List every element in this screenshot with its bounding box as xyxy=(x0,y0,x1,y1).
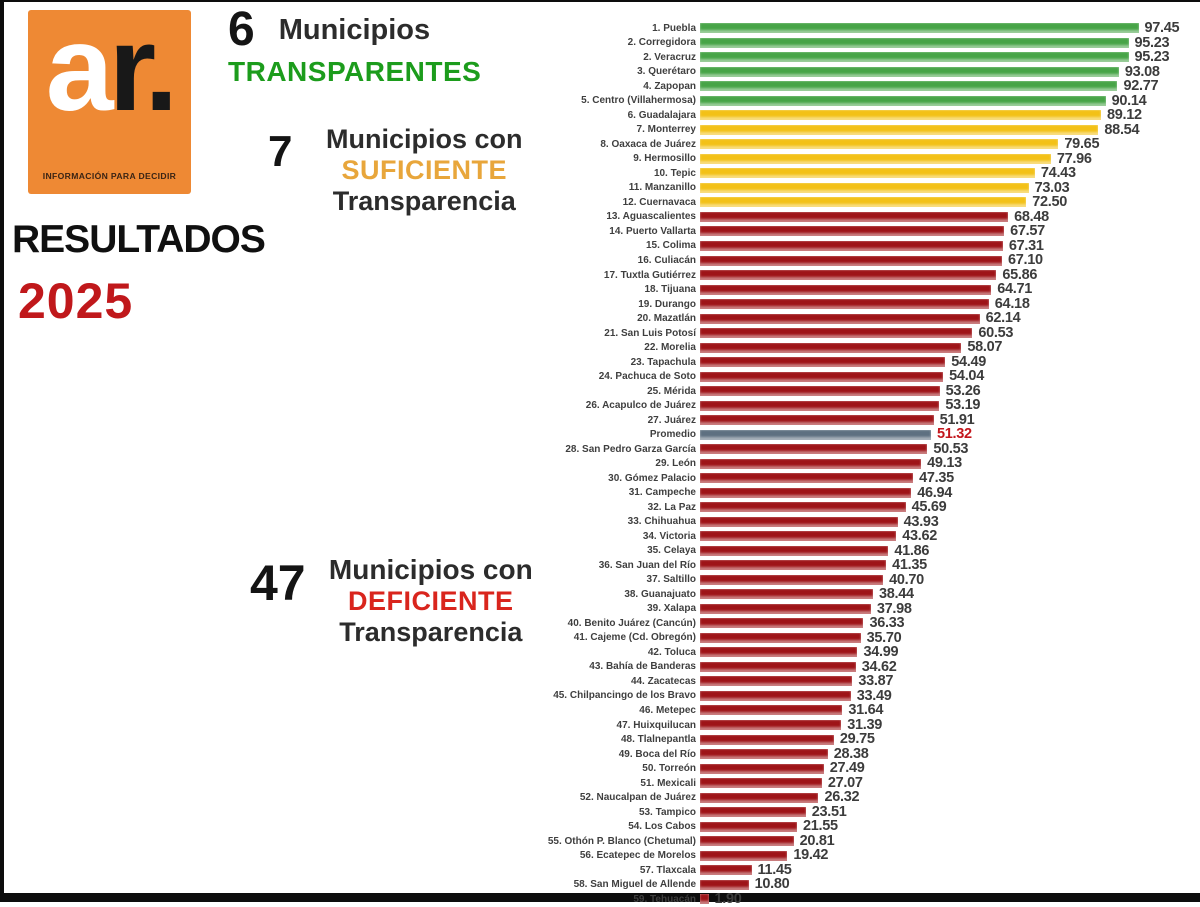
chart-row xyxy=(380,137,1196,152)
bar xyxy=(700,662,856,672)
bar xyxy=(700,357,945,367)
chart-row xyxy=(380,297,1196,312)
row-label: 16. Culiacán xyxy=(637,255,696,266)
chart-row xyxy=(380,660,1196,675)
chart-row xyxy=(380,398,1196,413)
value-label: 50.53 xyxy=(933,440,969,457)
value-label: 40.70 xyxy=(889,571,924,588)
bar xyxy=(700,517,898,527)
value-label: 46.94 xyxy=(917,484,953,501)
value-label: 27.49 xyxy=(829,760,865,777)
chart-row xyxy=(380,456,1196,471)
results-year: 2025 xyxy=(18,273,134,329)
suficiente-line1: Municipios con xyxy=(325,124,523,154)
bar xyxy=(700,299,989,309)
row-label: 58. San Miguel de Allende xyxy=(573,879,696,891)
chart-row xyxy=(380,268,1196,283)
value-label: 26.32 xyxy=(824,789,860,806)
value-label: 89.12 xyxy=(1107,107,1142,124)
chart-row xyxy=(380,718,1196,733)
value-label: 53.19 xyxy=(945,397,981,414)
value-label: 31.64 xyxy=(848,702,884,719)
chart-row xyxy=(380,442,1196,457)
bar xyxy=(700,256,1002,266)
row-label: 26. Acapulco de Juárez xyxy=(585,400,696,412)
row-label: 35. Celaya xyxy=(647,545,696,557)
bar xyxy=(700,647,857,657)
bar xyxy=(700,676,852,686)
chart-row xyxy=(380,631,1196,646)
bar xyxy=(700,865,752,875)
chart-row xyxy=(380,413,1196,428)
value-label: 67.57 xyxy=(1010,223,1045,240)
row-label: 22. Morelia xyxy=(644,342,696,354)
deficiente-line1: Municipios con xyxy=(328,554,533,585)
row-label: 7. Monterrey xyxy=(636,124,696,136)
value-label: 51.32 xyxy=(936,426,972,443)
bar xyxy=(700,226,1004,236)
bar xyxy=(700,81,1117,91)
bar xyxy=(700,444,927,454)
bar xyxy=(700,618,863,628)
bar xyxy=(700,372,943,382)
chart-row xyxy=(380,500,1196,515)
results-title: RESULTADOS xyxy=(12,218,265,261)
chart-row xyxy=(380,877,1196,892)
value-label: 43.93 xyxy=(903,513,939,530)
chart-row xyxy=(380,340,1196,355)
value-label: 36.33 xyxy=(869,615,905,632)
row-label: 18. Tijuana xyxy=(644,284,696,296)
row-label: 23. Tapachula xyxy=(630,356,696,368)
bar xyxy=(700,880,749,890)
bar xyxy=(700,67,1119,77)
deficiente-count: 47 xyxy=(250,555,306,611)
bar xyxy=(700,807,806,817)
bar xyxy=(700,691,851,701)
value-label: 67.10 xyxy=(1007,252,1043,269)
chart-row xyxy=(380,224,1196,239)
value-label: 64.18 xyxy=(994,295,1030,312)
row-label: 45. Chilpancingo de los Bravo xyxy=(553,690,696,702)
chart-row xyxy=(380,152,1196,167)
bar xyxy=(700,764,824,774)
bar xyxy=(700,502,906,512)
value-label: 27.07 xyxy=(827,774,863,791)
bar xyxy=(700,705,842,715)
deficiente-line2: DEFICIENTE xyxy=(348,586,514,617)
row-label: 2. Corregidora xyxy=(627,37,696,49)
bar xyxy=(700,720,841,730)
row-label: 48. Tlalnepantla xyxy=(620,734,696,746)
row-label: 41. Cajeme (Cd. Obregón) xyxy=(573,632,696,644)
row-label: 47. Huixquilucan xyxy=(616,719,696,731)
row-label: 5. Centro (Villahermosa) xyxy=(581,95,696,107)
chart-row xyxy=(380,616,1196,631)
chart-row xyxy=(380,863,1196,878)
chart-row xyxy=(380,36,1196,51)
chart-row xyxy=(380,79,1196,94)
value-label: 53.26 xyxy=(945,382,981,399)
chart-row xyxy=(380,486,1196,501)
chart-row xyxy=(380,703,1196,718)
row-label: 52. Naucalpan de Juárez xyxy=(579,792,696,804)
row-label: 13. Aguascalientes xyxy=(606,211,696,223)
value-label: 11.45 xyxy=(757,861,792,878)
value-label: 93.08 xyxy=(1124,63,1160,80)
row-label: 3. Querétaro xyxy=(637,66,696,78)
row-label: 34. Victoria xyxy=(642,530,696,542)
chart-row xyxy=(380,732,1196,747)
bar xyxy=(700,401,939,411)
ar-logo-wordmark xyxy=(28,0,191,145)
bar xyxy=(700,822,797,832)
chart-row xyxy=(380,544,1196,559)
value-label: 47.35 xyxy=(919,469,954,486)
chart-row xyxy=(380,515,1196,530)
row-label: 43. Bahía de Banderas xyxy=(589,661,696,673)
chart-row xyxy=(380,65,1196,80)
transparentes-count: 6 xyxy=(228,3,255,56)
bar xyxy=(700,314,980,324)
value-label: 92.77 xyxy=(1123,78,1159,95)
bar xyxy=(700,735,834,745)
value-label: 19.42 xyxy=(793,847,829,864)
chart-row xyxy=(380,892,1196,907)
chart-row xyxy=(380,689,1196,704)
value-label: 34.62 xyxy=(861,658,897,675)
chart-row xyxy=(380,311,1196,326)
chart-row xyxy=(380,282,1196,297)
chart-row xyxy=(380,326,1196,341)
value-label: 28.38 xyxy=(833,745,869,762)
bar xyxy=(700,749,828,759)
value-label: 29.75 xyxy=(839,731,875,748)
value-label: 38.44 xyxy=(878,586,914,603)
bar xyxy=(700,110,1101,120)
row-label: 33. Chihuahua xyxy=(627,516,696,528)
row-label: 27. Juárez xyxy=(647,414,696,426)
row-label: 37. Saltillo xyxy=(646,574,696,586)
logo-letter-r: r. xyxy=(108,0,174,136)
row-label: 30. Gómez Palacio xyxy=(608,472,696,484)
chart-row xyxy=(380,239,1196,254)
bar xyxy=(700,386,940,396)
row-label: 57. Tlaxcala xyxy=(639,864,696,876)
chart-row xyxy=(380,195,1196,210)
chart-row xyxy=(380,761,1196,776)
value-label: 10.80 xyxy=(754,876,790,893)
row-label: 15. Colima xyxy=(645,240,696,252)
row-label: Promedio xyxy=(649,429,696,441)
bar xyxy=(700,459,921,469)
chart-row xyxy=(380,123,1196,138)
bar xyxy=(700,575,883,585)
row-label: 17. Tuxtla Gutiérrez xyxy=(603,269,696,281)
row-label: 50. Torreón xyxy=(642,763,696,775)
value-label: 74.43 xyxy=(1040,165,1076,182)
value-label: 34.99 xyxy=(863,644,899,661)
logo-letter-a: a xyxy=(45,0,109,136)
bar xyxy=(700,793,818,803)
value-label: 54.49 xyxy=(951,353,986,370)
chart-row xyxy=(380,790,1196,805)
row-label: 55. Othón P. Blanco (Chetumal) xyxy=(547,835,696,847)
value-label: 33.87 xyxy=(858,673,894,690)
chart-row xyxy=(380,848,1196,863)
chart-row xyxy=(380,602,1196,617)
row-label: 4. Zapopan xyxy=(643,80,696,92)
bar xyxy=(700,473,913,483)
bar xyxy=(700,430,931,440)
row-label: 28. San Pedro Garza García xyxy=(565,443,696,455)
value-label: 49.13 xyxy=(927,455,962,472)
bar xyxy=(700,270,996,280)
value-label: 41.35 xyxy=(892,557,927,574)
row-label: 9. Hermosillo xyxy=(633,153,696,165)
row-label: 42. Toluca xyxy=(647,646,696,658)
bar xyxy=(700,488,911,498)
value-label: 37.98 xyxy=(876,600,912,617)
chart-row xyxy=(380,529,1196,544)
frame-border-left xyxy=(0,0,4,902)
bar xyxy=(700,546,888,556)
bar xyxy=(700,531,896,541)
transparentes-line2: TRANSPARENTES xyxy=(228,56,482,87)
bar xyxy=(700,139,1058,149)
suficiente-line3: Transparencia xyxy=(332,186,516,217)
row-label: 10. Tepic xyxy=(653,167,696,179)
row-label: 25. Mérida xyxy=(647,385,696,397)
chart-row xyxy=(380,805,1196,820)
row-label: 2. Veracruz xyxy=(643,51,696,63)
value-label: 64.71 xyxy=(997,281,1032,298)
bar xyxy=(700,96,1106,106)
row-label: 36. San Juan del Río xyxy=(598,559,696,571)
suficiente-count: 7 xyxy=(268,127,293,176)
value-label: 41.86 xyxy=(894,542,930,559)
value-label: 88.54 xyxy=(1104,121,1140,138)
bar xyxy=(700,633,861,643)
bar xyxy=(700,168,1035,178)
chart-row xyxy=(380,355,1196,370)
value-label: 54.04 xyxy=(949,368,984,385)
row-label: 51. Mexicali xyxy=(640,777,696,789)
value-label: 79.65 xyxy=(1064,136,1100,153)
value-label: 95.23 xyxy=(1134,49,1170,66)
chart-row xyxy=(380,253,1196,268)
ar-logo xyxy=(28,0,191,194)
bar xyxy=(700,778,822,788)
bar xyxy=(700,197,1026,207)
chart-row xyxy=(380,181,1196,196)
row-label: 40. Benito Juárez (Cancún) xyxy=(567,617,696,629)
row-label: 20. Mazatlán xyxy=(637,313,696,325)
value-label: 72.50 xyxy=(1032,194,1068,211)
bar xyxy=(700,52,1129,62)
row-label: 38. Guanajuato xyxy=(624,588,696,600)
row-label: 8. Oaxaca de Juárez xyxy=(600,138,696,150)
chart-row xyxy=(380,210,1196,225)
chart-row xyxy=(380,776,1196,791)
row-label: 46. Metepec xyxy=(639,704,696,716)
bar xyxy=(700,836,794,846)
chart-row xyxy=(380,384,1196,399)
chart-row xyxy=(380,645,1196,660)
row-label: 39. Xalapa xyxy=(647,603,696,615)
value-label: 97.45 xyxy=(1144,20,1180,36)
value-label: 65.86 xyxy=(1002,266,1038,283)
value-label: 1.90 xyxy=(714,890,742,907)
row-label: 56. Ecatepec de Morelos xyxy=(579,850,696,862)
value-label: 68.48 xyxy=(1014,208,1049,225)
chart-row xyxy=(380,369,1196,384)
value-label: 73.03 xyxy=(1034,179,1070,196)
row-label: 11. Manzanillo xyxy=(628,182,696,194)
row-label: 53. Tampico xyxy=(638,806,696,818)
chart-row xyxy=(380,94,1196,109)
value-label: 51.91 xyxy=(939,411,975,428)
bar xyxy=(700,415,934,425)
bar xyxy=(700,851,787,861)
row-label: 19. Durango xyxy=(638,298,696,310)
chart-row xyxy=(380,558,1196,573)
bar xyxy=(700,343,961,353)
chart-row xyxy=(380,166,1196,181)
bar-chart xyxy=(380,21,1196,906)
bar xyxy=(700,894,709,904)
row-label: 12. Cuernavaca xyxy=(622,196,696,208)
row-label: 1. Puebla xyxy=(652,22,696,34)
row-label: 29. León xyxy=(655,458,696,470)
value-label: 45.69 xyxy=(911,499,947,516)
bar xyxy=(700,183,1029,193)
chart-row xyxy=(380,21,1196,36)
suficiente-line2: SUFICIENTE xyxy=(341,155,507,186)
bar xyxy=(700,328,972,338)
bar xyxy=(700,560,886,570)
chart-row xyxy=(380,427,1196,442)
value-label: 62.14 xyxy=(985,310,1021,327)
row-label: 21. San Luis Potosí xyxy=(604,327,696,339)
value-label: 90.14 xyxy=(1111,92,1147,109)
logo-tagline: INFORMACIÓN PARA DECIDIR xyxy=(42,171,177,181)
bar xyxy=(700,589,873,599)
value-label: 31.39 xyxy=(847,716,883,733)
row-label: 31. Campeche xyxy=(628,487,696,499)
chart-row xyxy=(380,587,1196,602)
chart-row xyxy=(380,471,1196,486)
value-label: 35.70 xyxy=(866,629,902,646)
chart-row xyxy=(380,747,1196,762)
row-label: 59. Tehuacán xyxy=(633,893,696,905)
row-label: 44. Zacatecas xyxy=(630,675,696,687)
chart-row xyxy=(380,573,1196,588)
value-label: 23.51 xyxy=(811,803,847,820)
bar xyxy=(700,23,1139,33)
bar xyxy=(700,604,871,614)
row-label: 6. Guadalajara xyxy=(627,109,696,121)
row-label: 24. Pachuca de Soto xyxy=(598,371,696,383)
row-label: 14. Puerto Vallarta xyxy=(609,225,696,237)
value-label: 21.55 xyxy=(802,818,838,835)
chart-row xyxy=(380,50,1196,65)
bar xyxy=(700,154,1051,164)
deficiente-line3: Transparencia xyxy=(339,617,523,648)
bar xyxy=(700,212,1008,222)
value-label: 20.81 xyxy=(799,832,835,849)
bar xyxy=(700,285,991,295)
bar xyxy=(700,241,1003,251)
value-label: 77.96 xyxy=(1056,150,1092,167)
bar xyxy=(700,125,1098,135)
value-label: 43.62 xyxy=(902,528,938,545)
value-label: 60.53 xyxy=(978,324,1014,341)
chart-row xyxy=(380,834,1196,849)
bar xyxy=(700,38,1129,48)
value-label: 33.49 xyxy=(856,687,892,704)
row-label: 54. Los Cabos xyxy=(628,821,696,833)
row-label: 49. Boca del Río xyxy=(618,748,696,760)
value-label: 58.07 xyxy=(967,339,1003,356)
chart-row xyxy=(380,819,1196,834)
transparentes-line1: Municipios xyxy=(278,13,431,46)
chart-row xyxy=(380,674,1196,689)
value-label: 95.23 xyxy=(1134,34,1170,51)
row-label: 32. La Paz xyxy=(647,501,696,513)
chart-row xyxy=(380,108,1196,123)
value-label: 67.31 xyxy=(1008,237,1044,254)
